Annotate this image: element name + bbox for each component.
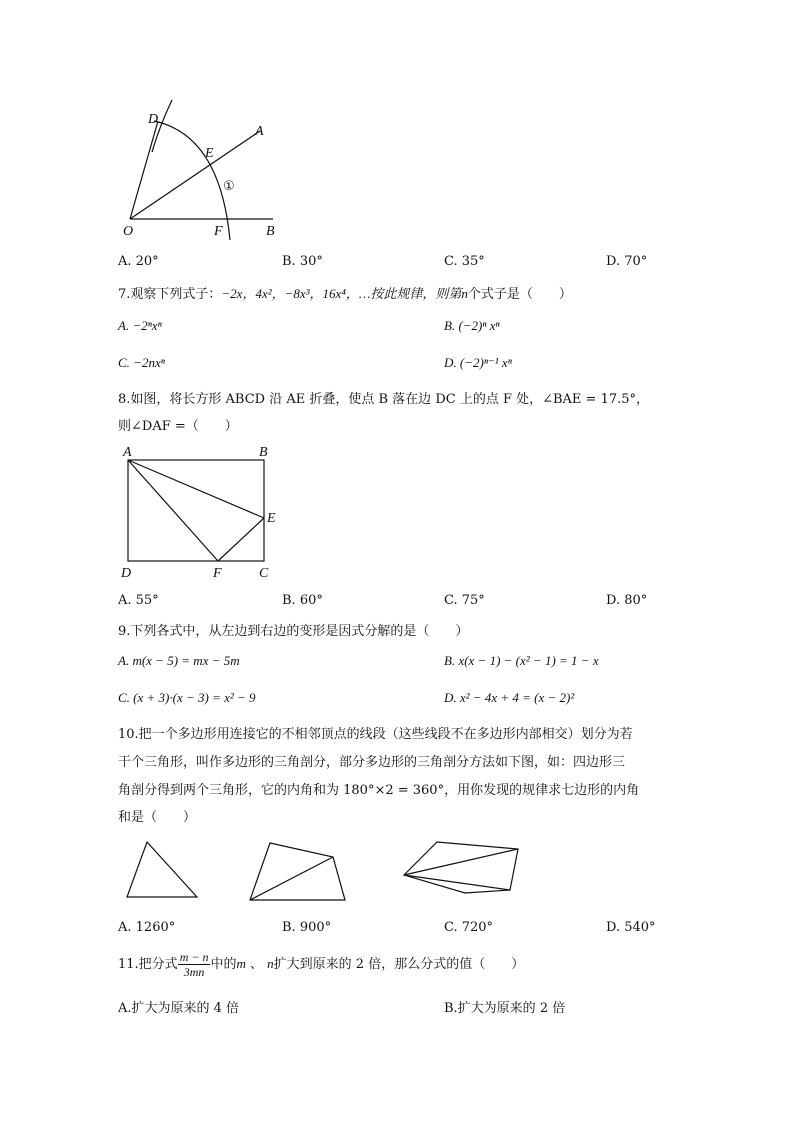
label-c: C <box>259 566 269 580</box>
q10-option-a[interactable]: A. 1260° <box>118 920 176 935</box>
q7-option-a[interactable]: A. −2ⁿxⁿ <box>118 318 162 333</box>
q11-fraction-numerator: m − n <box>179 950 209 964</box>
q7-stem-suffix: 个式子是（ ） <box>467 287 572 302</box>
q6-option-c[interactable]: C. 35° <box>444 254 485 269</box>
q9-option-b[interactable]: B. x(x − 1) − (x² − 1) = 1 − x <box>444 653 599 668</box>
label-b: B <box>266 224 275 239</box>
q11-middle: 中的 <box>210 957 237 972</box>
q11-fraction <box>178 950 211 979</box>
q10-stem-line2: 干个三角形，叫作多边形的三角剖分，部分多边形的三角剖分方法如下图，如：四边形三 <box>118 755 626 770</box>
q11-m: m <box>236 956 246 971</box>
q8-option-a[interactable]: A. 55° <box>118 593 159 608</box>
pentagon-diagonal-1 <box>404 849 518 875</box>
q11-stem <box>118 950 524 979</box>
label-d: D <box>148 112 159 127</box>
label-a: A <box>123 445 132 460</box>
label-a: A <box>255 124 264 139</box>
q11-fraction-denominator: 3mn <box>183 965 205 979</box>
q7-stem <box>118 283 572 302</box>
angle-construction-figure <box>110 95 290 245</box>
triangle <box>127 842 197 897</box>
arc-1 <box>154 121 230 240</box>
rectangle-fold-figure <box>115 440 290 580</box>
rectangle-abcd <box>128 460 264 561</box>
segment-fe <box>218 518 264 561</box>
pentagon-diagonal-2 <box>404 875 510 890</box>
q8-stem-line2: 则∠DAF =（ ） <box>118 419 238 434</box>
segment-af <box>128 460 218 561</box>
q10-option-c[interactable]: C. 720° <box>444 920 494 935</box>
q6-option-d[interactable]: D. 70° <box>606 254 648 269</box>
q7-option-d[interactable]: D. (−2)ⁿ⁻¹ xⁿ <box>444 355 512 370</box>
q9-option-c[interactable]: C. (x + 3)·(x − 3) = x² − 9 <box>118 690 256 705</box>
label-d: D <box>121 566 132 580</box>
polygon-triangulation-figure <box>115 835 535 905</box>
q8-option-c[interactable]: C. 75° <box>444 593 485 608</box>
q10-stem-line4: 和是（ ） <box>118 810 197 825</box>
label-e: E <box>267 511 276 526</box>
label-circle-1: ① <box>223 179 235 194</box>
quadrilateral <box>250 843 345 900</box>
segment-ae <box>128 460 264 518</box>
q10-stem-line1: 10.把一个多边形用连接它的不相邻顶点的线段（这些线段不在多边形内部相交）划分为若 <box>118 727 633 742</box>
q7-stem-prefix: 7.观察下列式子： <box>118 287 222 302</box>
q8-option-d[interactable]: D. 80° <box>606 593 648 608</box>
q11-option-b[interactable]: B.扩大为原来的 2 倍 <box>444 1001 566 1016</box>
q7-option-c[interactable]: C. −2nxⁿ <box>118 355 165 370</box>
label-e: E <box>205 146 214 161</box>
q7-option-b[interactable]: B. (−2)ⁿ xⁿ <box>444 318 500 333</box>
q10-option-d[interactable]: D. 540° <box>606 920 656 935</box>
q6-option-b[interactable]: B. 30° <box>282 254 323 269</box>
q9-option-a[interactable]: A. m(x − 5) = mx − 5m <box>118 653 240 668</box>
label-b: B <box>259 445 268 460</box>
label-f: F <box>214 224 223 239</box>
q6-option-a[interactable]: A. 20° <box>118 254 159 269</box>
label-o: O <box>123 224 134 239</box>
q9-stem: 9.下列各式中，从左边到右边的变形是因式分解的是（ ） <box>118 624 469 639</box>
q10-stem-line3: 角剖分得到两个三角形，它的内角和为 180°×2 = 360°，用你发现的规律求七边形的内角 <box>118 783 640 798</box>
label-f: F <box>213 566 222 580</box>
ray-od <box>130 121 158 219</box>
q8-stem-line1: 8.如图，将长方形 ABCD 沿 AE 折叠，使点 B 落在边 DC 上的点 F 处，∠BAE = 17.5°， <box>118 392 650 407</box>
q7-n: n <box>461 286 468 301</box>
q11-option-a[interactable]: A.扩大为原来的 4 倍 <box>118 1001 240 1016</box>
q11-suffix: 扩大到原来的 2 倍，那么分式的值（ ） <box>273 957 525 972</box>
q7-terms: −2x，4x²，−8x³，16x⁴，…按此规律，则第 <box>221 286 462 301</box>
q8-option-b[interactable]: B. 60° <box>282 593 323 608</box>
q9-option-d[interactable]: D. x² − 4x + 4 = (x − 2)² <box>444 690 575 705</box>
q11-sep: 、 <box>250 957 264 972</box>
q11-prefix: 11.把分式 <box>118 957 178 972</box>
pentagon <box>404 842 518 893</box>
q10-option-b[interactable]: B. 900° <box>282 920 332 935</box>
q11-n: n <box>267 956 274 971</box>
